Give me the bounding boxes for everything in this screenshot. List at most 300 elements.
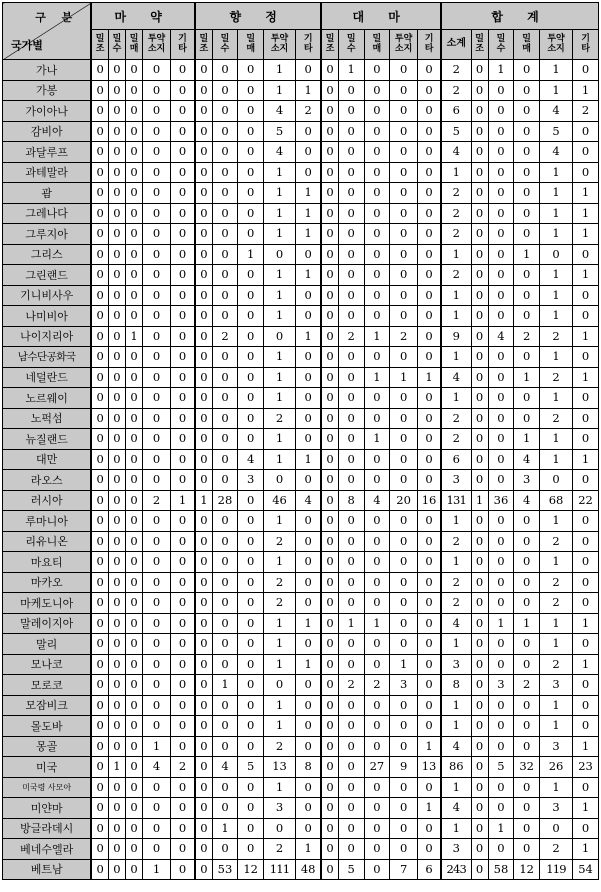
subheader-total-0 [441, 30, 471, 60]
value-cell: 0 [418, 839, 442, 860]
value-cell: 1 [296, 224, 322, 245]
value-cell: 0 [170, 470, 195, 491]
value-cell: 0 [143, 429, 171, 450]
value-cell: 1 [296, 80, 322, 101]
value-cell: 1 [264, 162, 296, 183]
subheader-text: 밀 [112, 34, 122, 45]
value-cell: 0 [471, 449, 488, 470]
value-cell: 0 [364, 572, 390, 593]
value-cell: 0 [514, 306, 540, 327]
value-cell: 0 [321, 101, 338, 122]
value-cell: 0 [338, 818, 364, 839]
value-cell: 0 [573, 162, 599, 183]
value-cell: 0 [212, 306, 238, 327]
subheader-text: 밀 [199, 34, 209, 45]
value-cell: 4 [264, 142, 296, 163]
value-cell: 0 [143, 818, 171, 839]
value-cell: 0 [212, 429, 238, 450]
value-cell: 0 [321, 367, 338, 388]
value-cell: 0 [364, 470, 390, 491]
value-cell: 0 [321, 203, 338, 224]
value-cell: 0 [126, 552, 143, 573]
value-cell: 68 [539, 490, 572, 511]
value-cell: 0 [238, 224, 264, 245]
value-cell: 0 [471, 859, 488, 880]
value-cell: 0 [126, 736, 143, 757]
value-cell: 1 [264, 695, 296, 716]
value-cell: 0 [418, 326, 442, 347]
value-cell: 0 [126, 244, 143, 265]
table-row [3, 162, 599, 183]
table-row [3, 839, 599, 860]
value-cell: 0 [514, 60, 540, 81]
value-cell: 0 [195, 367, 212, 388]
value-cell: 0 [212, 265, 238, 286]
value-cell: 0 [296, 367, 322, 388]
value-cell: 0 [143, 654, 171, 675]
value-cell: 0 [488, 839, 514, 860]
value-cell: 5 [539, 121, 572, 142]
table-row [3, 818, 599, 839]
subheader-narcotics-0 [91, 30, 108, 60]
table-row [3, 408, 599, 429]
value-cell: 0 [143, 142, 171, 163]
value-cell: 0 [238, 162, 264, 183]
country-name-cell: 그레나다 [3, 203, 92, 224]
value-cell: 0 [418, 388, 442, 409]
value-cell: 0 [539, 818, 572, 839]
value-cell: 0 [91, 798, 108, 819]
value-cell: 0 [212, 695, 238, 716]
value-cell: 1 [573, 80, 599, 101]
value-cell: 0 [488, 531, 514, 552]
value-cell: 0 [488, 572, 514, 593]
value-cell: 0 [212, 572, 238, 593]
value-cell: 0 [91, 162, 108, 183]
value-cell: 48 [296, 859, 322, 880]
value-cell: 4 [488, 326, 514, 347]
value-cell: 1 [539, 552, 572, 573]
value-cell: 0 [108, 347, 125, 368]
value-cell: 0 [126, 121, 143, 142]
value-cell: 1 [539, 777, 572, 798]
value-cell: 0 [296, 552, 322, 573]
table-row [3, 490, 599, 511]
value-cell: 0 [390, 142, 418, 163]
value-cell: 0 [170, 60, 195, 81]
table-row [3, 80, 599, 101]
value-cell: 0 [238, 429, 264, 450]
subheader-psychotropics-2 [238, 30, 264, 60]
value-cell: 0 [514, 388, 540, 409]
value-cell: 0 [126, 162, 143, 183]
value-cell: 1 [514, 244, 540, 265]
value-cell: 0 [418, 470, 442, 491]
value-cell: 0 [212, 511, 238, 532]
group-header-cannabis: 대 마 [321, 3, 441, 30]
value-cell: 0 [91, 265, 108, 286]
value-cell: 0 [364, 408, 390, 429]
country-name-cell: 가나 [3, 60, 92, 81]
value-cell: 0 [390, 449, 418, 470]
value-cell: 0 [296, 818, 322, 839]
value-cell: 0 [321, 695, 338, 716]
country-name-cell: 대만 [3, 449, 92, 470]
value-cell: 0 [390, 60, 418, 81]
value-cell: 0 [91, 634, 108, 655]
value-cell: 0 [338, 244, 364, 265]
subheader-total-4 [539, 30, 572, 60]
subheader-text: 조 [199, 43, 209, 54]
value-cell: 0 [91, 593, 108, 614]
value-cell: 1 [264, 634, 296, 655]
value-cell: 0 [321, 224, 338, 245]
table-row [3, 306, 599, 327]
value-cell: 0 [212, 736, 238, 757]
subheader-text: 기 [581, 34, 590, 45]
value-cell: 0 [488, 408, 514, 429]
value-cell: 0 [195, 777, 212, 798]
drug-statistics-table [2, 2, 599, 880]
value-cell: 0 [170, 449, 195, 470]
value-cell: 4 [514, 449, 540, 470]
value-cell: 0 [296, 429, 322, 450]
value-cell: 0 [488, 470, 514, 491]
value-cell: 0 [126, 347, 143, 368]
value-cell: 1 [296, 203, 322, 224]
value-cell: 0 [390, 716, 418, 737]
value-cell: 0 [488, 511, 514, 532]
value-cell: 131 [441, 490, 471, 511]
value-cell: 1 [126, 326, 143, 347]
value-cell: 0 [212, 203, 238, 224]
value-cell: 0 [108, 634, 125, 655]
value-cell: 2 [364, 675, 390, 696]
value-cell: 0 [143, 408, 171, 429]
value-cell: 0 [170, 244, 195, 265]
value-cell: 0 [91, 60, 108, 81]
value-cell: 0 [238, 285, 264, 306]
value-cell: 0 [91, 675, 108, 696]
value-cell: 3 [539, 675, 572, 696]
country-name-cell: 가이아나 [3, 101, 92, 122]
table-row [3, 634, 599, 655]
value-cell: 0 [390, 470, 418, 491]
value-cell: 0 [338, 695, 364, 716]
value-cell: 0 [238, 511, 264, 532]
value-cell: 0 [170, 511, 195, 532]
value-cell: 1 [539, 634, 572, 655]
value-cell: 0 [108, 121, 125, 142]
value-cell: 3 [514, 470, 540, 491]
value-cell: 0 [238, 490, 264, 511]
value-cell: 0 [264, 818, 296, 839]
value-cell: 1 [441, 818, 471, 839]
value-cell: 0 [364, 695, 390, 716]
value-cell: 0 [195, 716, 212, 737]
value-cell: 0 [364, 593, 390, 614]
value-cell: 0 [212, 634, 238, 655]
value-cell: 1 [539, 162, 572, 183]
value-cell: 0 [364, 531, 390, 552]
value-cell: 0 [195, 572, 212, 593]
value-cell: 0 [338, 80, 364, 101]
value-cell: 0 [212, 798, 238, 819]
value-cell: 0 [321, 183, 338, 204]
value-cell: 1 [539, 449, 572, 470]
value-cell: 0 [195, 675, 212, 696]
value-cell: 0 [170, 183, 195, 204]
value-cell: 0 [338, 757, 364, 778]
value-cell: 0 [488, 429, 514, 450]
country-name-cell: 남수단공화국 [3, 347, 92, 368]
value-cell: 0 [418, 818, 442, 839]
value-cell: 2 [539, 572, 572, 593]
value-cell: 0 [364, 101, 390, 122]
value-cell: 0 [338, 367, 364, 388]
value-cell: 0 [338, 183, 364, 204]
value-cell: 0 [143, 101, 171, 122]
value-cell: 0 [238, 306, 264, 327]
subheader-text: 투약 [147, 34, 166, 45]
value-cell: 1 [296, 265, 322, 286]
value-cell: 0 [212, 777, 238, 798]
value-cell: 20 [390, 490, 418, 511]
table-row [3, 654, 599, 675]
gubun-label: 구 분 [35, 11, 79, 24]
value-cell: 0 [296, 695, 322, 716]
value-cell: 0 [573, 634, 599, 655]
value-cell: 0 [390, 511, 418, 532]
country-name-cell: 노퍽섬 [3, 408, 92, 429]
value-cell: 0 [471, 736, 488, 757]
value-cell: 0 [143, 552, 171, 573]
value-cell: 0 [238, 531, 264, 552]
value-cell: 8 [338, 490, 364, 511]
subheader-narcotics-3 [143, 30, 171, 60]
value-cell: 46 [264, 490, 296, 511]
value-cell: 0 [338, 593, 364, 614]
value-cell: 0 [108, 101, 125, 122]
value-cell: 1 [573, 326, 599, 347]
table-row [3, 367, 599, 388]
value-cell: 1 [264, 224, 296, 245]
value-cell: 0 [143, 798, 171, 819]
subheader-text: 소지 [270, 43, 289, 54]
value-cell: 0 [338, 101, 364, 122]
value-cell: 1 [539, 60, 572, 81]
value-cell: 23 [573, 757, 599, 778]
value-cell: 0 [296, 777, 322, 798]
value-cell: 0 [488, 285, 514, 306]
value-cell: 1 [296, 449, 322, 470]
value-cell: 243 [441, 859, 471, 880]
value-cell: 0 [296, 347, 322, 368]
value-cell: 0 [418, 511, 442, 532]
value-cell: 1 [264, 613, 296, 634]
value-cell: 0 [195, 531, 212, 552]
value-cell: 1 [539, 203, 572, 224]
value-cell: 1 [441, 162, 471, 183]
value-cell: 0 [321, 511, 338, 532]
value-cell: 1 [238, 244, 264, 265]
subheader-text: 수 [346, 43, 356, 54]
value-cell: 1 [264, 183, 296, 204]
country-name-cell: 과테말라 [3, 162, 92, 183]
value-cell: 0 [296, 675, 322, 696]
value-cell: 0 [170, 552, 195, 573]
value-cell: 0 [170, 634, 195, 655]
subheader-narcotics-1 [108, 30, 125, 60]
value-cell: 0 [108, 183, 125, 204]
value-cell: 1 [573, 367, 599, 388]
value-cell: 1 [264, 511, 296, 532]
value-cell: 0 [126, 60, 143, 81]
value-cell: 0 [143, 839, 171, 860]
value-cell: 0 [126, 142, 143, 163]
group-header-psychotropics: 향 정 [195, 3, 321, 30]
value-cell: 0 [338, 716, 364, 737]
value-cell: 6 [441, 101, 471, 122]
subheader-text: 소계 [446, 38, 466, 50]
value-cell: 0 [471, 60, 488, 81]
value-cell: 1 [296, 839, 322, 860]
value-cell: 1 [296, 183, 322, 204]
value-cell: 0 [471, 142, 488, 163]
value-cell: 0 [296, 593, 322, 614]
value-cell: 0 [471, 326, 488, 347]
value-cell: 0 [238, 347, 264, 368]
value-cell: 0 [91, 736, 108, 757]
value-cell: 0 [108, 265, 125, 286]
value-cell: 0 [573, 552, 599, 573]
value-cell: 0 [321, 265, 338, 286]
value-cell: 0 [418, 572, 442, 593]
value-cell: 12 [514, 859, 540, 880]
value-cell: 36 [488, 490, 514, 511]
value-cell: 0 [108, 716, 125, 737]
value-cell: 1 [143, 859, 171, 880]
value-cell: 0 [418, 101, 442, 122]
subheader-text: 타 [424, 43, 434, 54]
value-cell: 0 [108, 613, 125, 634]
value-cell: 0 [108, 470, 125, 491]
value-cell: 0 [418, 654, 442, 675]
value-cell: 0 [108, 777, 125, 798]
value-cell: 0 [321, 572, 338, 593]
value-cell: 2 [212, 326, 238, 347]
value-cell: 0 [170, 80, 195, 101]
value-cell: 0 [418, 347, 442, 368]
value-cell: 0 [364, 244, 390, 265]
value-cell: 86 [441, 757, 471, 778]
value-cell: 0 [418, 306, 442, 327]
value-cell: 0 [91, 80, 108, 101]
value-cell: 0 [195, 757, 212, 778]
value-cell: 0 [91, 777, 108, 798]
subheader-text: 기 [424, 34, 434, 45]
value-cell: 1 [514, 429, 540, 450]
value-cell: 0 [126, 818, 143, 839]
value-cell: 0 [514, 142, 540, 163]
value-cell: 8 [296, 757, 322, 778]
value-cell: 2 [338, 675, 364, 696]
value-cell: 0 [364, 511, 390, 532]
value-cell: 2 [264, 839, 296, 860]
value-cell: 1 [573, 613, 599, 634]
value-cell: 0 [488, 367, 514, 388]
value-cell: 0 [296, 121, 322, 142]
value-cell: 0 [91, 449, 108, 470]
country-name-cell: 베네수엘라 [3, 839, 92, 860]
value-cell: 0 [471, 818, 488, 839]
value-cell: 0 [108, 449, 125, 470]
value-cell: 0 [212, 142, 238, 163]
value-cell: 0 [108, 593, 125, 614]
value-cell: 0 [488, 798, 514, 819]
value-cell: 1 [441, 552, 471, 573]
value-cell: 0 [108, 326, 125, 347]
value-cell: 0 [126, 429, 143, 450]
value-cell: 2 [539, 593, 572, 614]
value-cell: 0 [91, 244, 108, 265]
value-cell: 0 [212, 183, 238, 204]
value-cell: 4 [212, 757, 238, 778]
value-cell: 0 [212, 613, 238, 634]
value-cell: 1 [573, 224, 599, 245]
value-cell: 0 [296, 162, 322, 183]
value-cell: 0 [338, 572, 364, 593]
value-cell: 0 [126, 224, 143, 245]
subheader-total-3 [514, 30, 540, 60]
value-cell: 0 [108, 552, 125, 573]
value-cell: 0 [126, 388, 143, 409]
value-cell: 0 [91, 285, 108, 306]
value-cell: 12 [238, 859, 264, 880]
value-cell: 0 [126, 654, 143, 675]
value-cell: 0 [364, 839, 390, 860]
table-row [3, 224, 599, 245]
value-cell: 0 [195, 449, 212, 470]
subheader-text: 조 [95, 43, 105, 54]
value-cell: 0 [212, 285, 238, 306]
value-cell: 3 [441, 654, 471, 675]
value-cell: 1 [441, 634, 471, 655]
value-cell: 0 [170, 224, 195, 245]
value-cell: 0 [108, 511, 125, 532]
value-cell: 0 [573, 572, 599, 593]
value-cell: 0 [238, 675, 264, 696]
country-name-cell: 마케도니아 [3, 593, 92, 614]
value-cell: 0 [514, 80, 540, 101]
value-cell: 0 [238, 265, 264, 286]
value-cell: 0 [514, 818, 540, 839]
value-cell: 5 [264, 121, 296, 142]
value-cell: 0 [212, 244, 238, 265]
value-cell: 0 [126, 839, 143, 860]
value-cell: 0 [91, 367, 108, 388]
value-cell: 0 [418, 162, 442, 183]
value-cell: 0 [195, 818, 212, 839]
value-cell: 0 [418, 531, 442, 552]
value-cell: 0 [195, 101, 212, 122]
subheader-text: 타 [581, 43, 590, 54]
value-cell: 4 [143, 757, 171, 778]
value-cell: 0 [514, 203, 540, 224]
value-cell: 0 [321, 818, 338, 839]
subheader-total-2 [488, 30, 514, 60]
value-cell: 0 [514, 716, 540, 737]
